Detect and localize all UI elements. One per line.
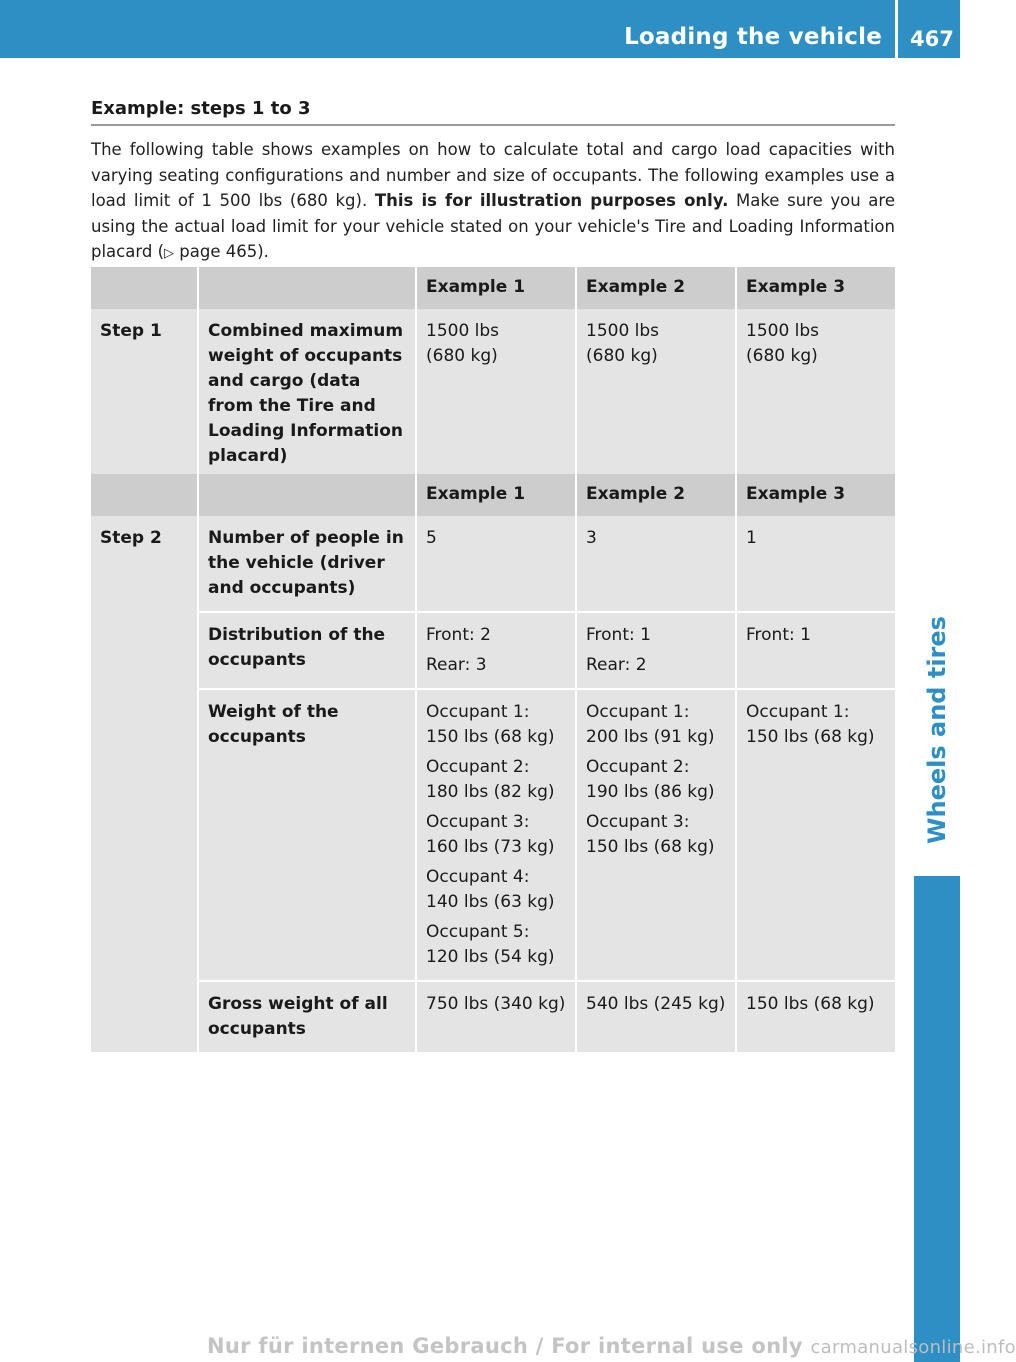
page-reference-icon: ▷ [164,246,175,261]
cell-line: (680 kg) [586,346,658,366]
cell-line: Occupant 2: 190 lbs (86 kg) [586,757,715,802]
cell-line: 750 lbs (340 kg) [426,994,566,1014]
intro-text-1: The following table shows examples on how to calculate total and cargo load capacities with varying seating configurations and number and size of occupants. The following examples use a load limit of 1 500 lbs (680 kg). [91,140,895,210]
cell-line: Occupant 1: 150 lbs (68 kg) [746,702,875,747]
table-header-example-1: Example 1 [416,267,576,309]
table-header-example-1: Example 1 [416,474,576,516]
cell-line: Front: 1 [746,625,811,645]
table-header-cell [91,474,198,516]
value-cell [736,981,895,1052]
cell-line: Occupant 5: 120 lbs (54 kg) [426,922,555,967]
table-row [91,981,895,1052]
side-tab [914,594,960,866]
intro-text-2: Make sure you are using the actual load limit for your vehicle stated on your vehicle's Tire and Loading Information placard ( [91,191,895,261]
value-cell [736,516,895,612]
value-cell [736,309,895,479]
cell-line: Occupant 4: 140 lbs (63 kg) [426,867,555,912]
cell-line: Front: 2 [426,625,491,645]
value-cell [576,612,736,689]
watermark-text: Nur für internen Gebrauch / For internal use only [207,1334,803,1358]
cell-line: (680 kg) [426,346,498,366]
cell-line: 540 lbs (245 kg) [586,994,726,1014]
cell-line: 1500 lbs [746,321,820,341]
cell-line: 1500 lbs [586,321,660,341]
table-header-cell [198,267,416,309]
row-label: Combined maximum weight of occupants and cargo (data from the Tire and Loading Information placard) [198,309,416,479]
internal-use-watermark [207,1334,1016,1358]
table-header-cell [198,474,416,516]
cell-line: Occupant 3: 160 lbs (73 kg) [426,812,555,857]
table-header-example-2: Example 2 [576,267,736,309]
step-2-table [91,474,895,1052]
value-cell [416,612,576,689]
row-label: Gross weight of all occupants [198,981,416,1052]
page-number: 467 [910,27,954,51]
row-label: Weight of the occupants [198,689,416,981]
intro-bold-note: This is for illustration purposes only. [374,191,729,210]
table-row [91,309,895,479]
table-header-example-2: Example 2 [576,474,736,516]
value-cell [416,689,576,981]
cell-line: Rear: 2 [586,655,647,675]
step-label: Step 2 [91,516,198,1052]
table-row [91,516,895,612]
value-cell [576,689,736,981]
cell-line: Occupant 1: 200 lbs (91 kg) [586,702,715,747]
cell-line: Rear: 3 [426,655,487,675]
value-cell [736,689,895,981]
cell-line: 3 [586,528,597,548]
table-header-row [91,267,895,309]
cell-line: Occupant 2: 180 lbs (82 kg) [426,757,555,802]
cell-line: Occupant 1: 150 lbs (68 kg) [426,702,555,747]
cell-line: Occupant 3: 150 lbs (68 kg) [586,812,715,857]
page-header [0,0,960,58]
cell-line: 1500 lbs [426,321,500,341]
cell-line: (680 kg) [746,346,818,366]
row-label: Distribution of the occupants [198,612,416,689]
row-label: Number of people in the vehicle (driver and occupants) [198,516,416,612]
header-title: Loading the vehicle [624,24,882,50]
value-cell [416,309,576,479]
table-header-example-3: Example 3 [736,474,895,516]
step-label: Step 1 [91,309,198,479]
value-cell [576,309,736,479]
value-cell [576,981,736,1052]
step-1-table [91,267,895,479]
table-header-example-3: Example 3 [736,267,895,309]
value-cell [576,516,736,612]
table-row [91,612,895,689]
header-divider [895,0,898,58]
value-cell [736,612,895,689]
section-title: Example: steps 1 to 3 [91,98,311,119]
value-cell [416,516,576,612]
cell-line: 5 [426,528,437,548]
cell-line: 1 [746,528,757,548]
value-cell [416,981,576,1052]
site-watermark: carmanualsonline.info [810,1337,1016,1358]
table-header-row [91,474,895,516]
side-tab-block [914,876,960,1362]
cell-line: 150 lbs (68 kg) [746,994,875,1014]
intro-paragraph [91,137,895,267]
table-header-cell [91,267,198,309]
section-divider [91,124,895,126]
intro-text-3: page 465). [174,242,269,261]
side-tab-label: Wheels and tires [923,616,951,844]
cell-line: Front: 1 [586,625,651,645]
table-row [91,689,895,981]
